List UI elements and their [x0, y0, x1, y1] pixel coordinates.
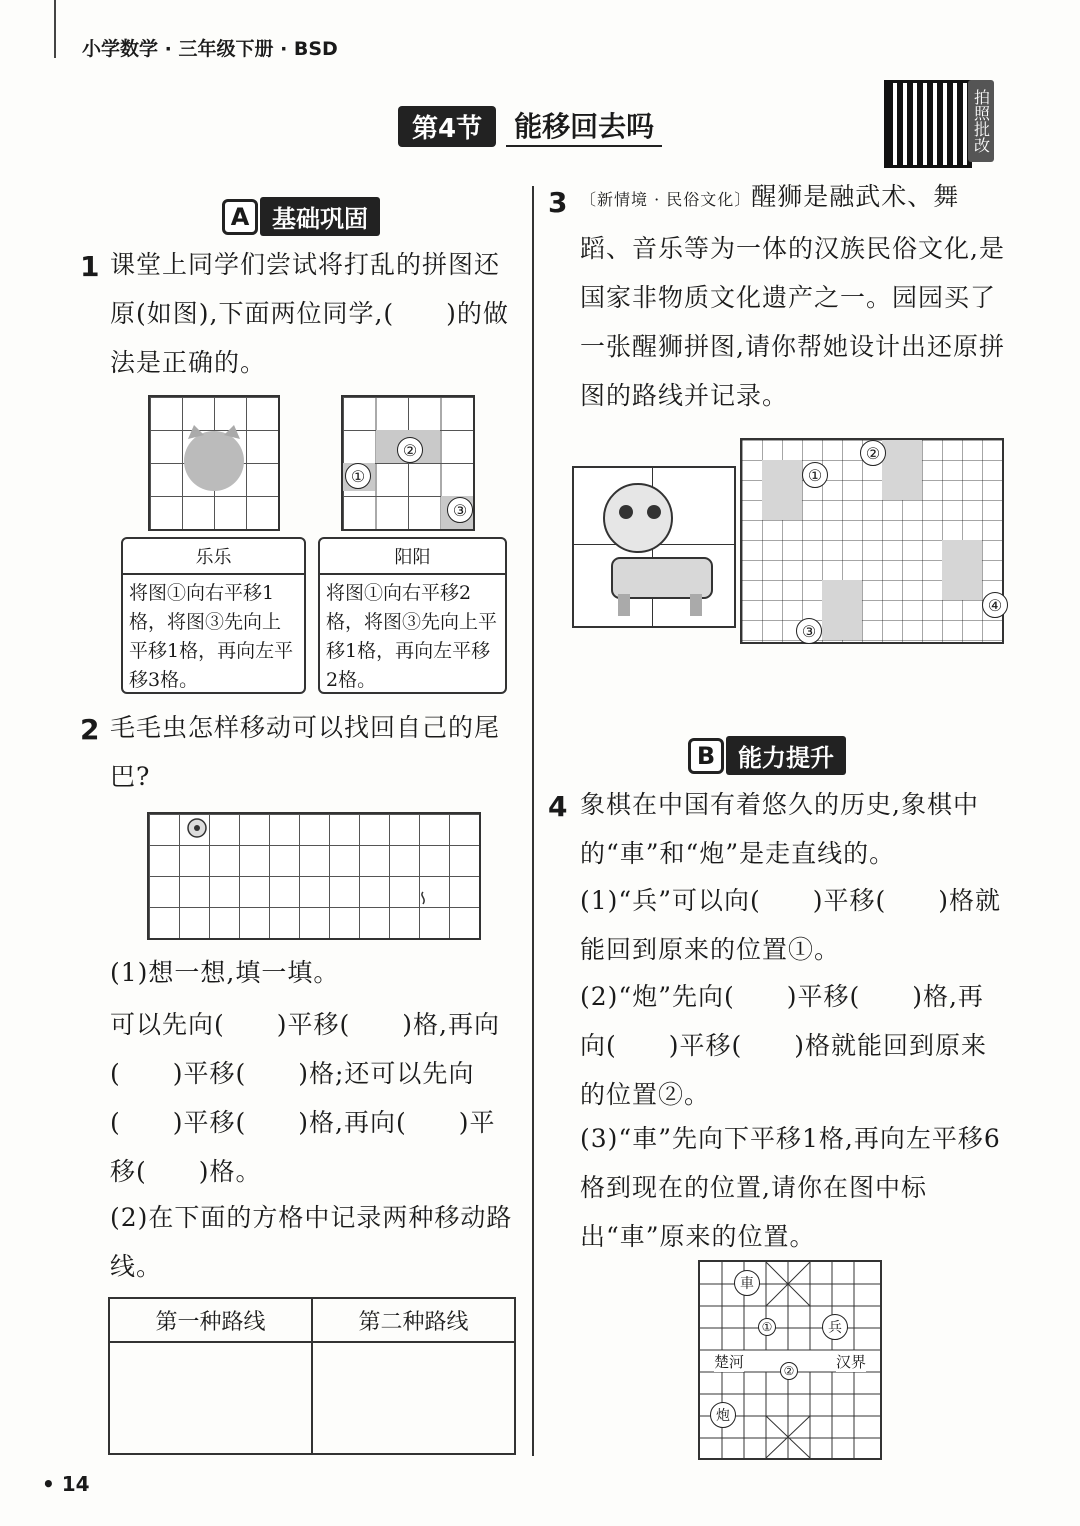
tail-icon [417, 890, 429, 906]
q2-caterpillar-grid [147, 812, 481, 940]
q3-lion-puzzle [572, 466, 736, 628]
page-corner-line [18, 0, 56, 58]
q3-mark-4: ④ [982, 592, 1008, 618]
river-left: 楚河 [714, 1353, 745, 1371]
q3-mark-3: ③ [796, 618, 822, 644]
q3-text [580, 172, 1005, 420]
q4-sub2: (2)“炮”先向( )平移( )格,再向( )平移( )格就能回到原来的位置②。 [580, 982, 988, 1109]
caterpillar-icon [185, 816, 209, 840]
route-header-2: 第二种路线 [312, 1298, 515, 1342]
q4-number: 4 [548, 790, 568, 823]
piece-pao: 炮 [710, 1402, 736, 1428]
board-mark-1: ① [758, 1318, 776, 1336]
page-number: • 14 [42, 1472, 90, 1496]
q3-mark-2: ② [860, 440, 886, 466]
q3-piece-3 [822, 580, 862, 640]
q1-mark-3: ③ [447, 497, 473, 523]
q3-body: 醒狮是融武术、舞蹈、音乐等为一体的汉族民俗文化,是国家非物质文化遗产之一。园园买了一张醒狮拼图,请你帮她设计出还原拼图的路线并记录。 [580, 182, 1005, 410]
q3-mark-1: ① [802, 462, 828, 488]
q1-number: 1 [80, 250, 100, 283]
card-body: 将图①向右平移1格，将图③先向上平移1格，再向左平移3格。 [129, 582, 294, 691]
card-body: 将图①向右平移2格，将图③先向上平移1格，再向左平移2格。 [326, 582, 498, 691]
q2-sub1-title: (1)想一想,填一填。 [110, 958, 340, 987]
q1-text: 课堂上同学们尝试将打乱的拼图还原(如图),下面两位同学,( )的做法是正确的。 [110, 250, 509, 377]
q4-sub3: (3)“車”先向下平移1格,再向左平移6格到现在的位置,请你在图中标出“車”原来的位置。 [580, 1124, 1001, 1251]
section-name: 能移回去吗 [506, 105, 662, 147]
q3-scrambled-grid [740, 438, 1004, 644]
q1-mark-2: ② [397, 437, 423, 463]
part-a-letter: A [222, 199, 258, 235]
q4-sub1: (1)“兵”可以向( )平移( )格就能回到原来的位置①。 [580, 886, 1001, 964]
q4-xiangqi-board [698, 1260, 882, 1460]
route-header-1: 第一种路线 [109, 1298, 312, 1342]
q4-text: 象棋在中国有着悠久的历史,象棋中的“車”和“炮”是走直线的。 [580, 790, 979, 868]
q3-piece-4 [942, 540, 982, 600]
q2-number: 2 [80, 713, 100, 746]
river-right: 汉界 [836, 1353, 867, 1371]
qr-code-icon[interactable] [884, 80, 972, 168]
part-b-label: 能力提升 [726, 736, 846, 775]
card-name: 阳阳 [320, 539, 505, 575]
q3-tag: 〔新情境 · 民俗文化〕 [580, 190, 752, 209]
q3-piece-1 [762, 460, 802, 520]
section-title [398, 104, 662, 148]
q1-grid-scrambled [341, 395, 475, 531]
q2-sub2: (2)在下面的方格中记录两种移动路线。 [110, 1203, 513, 1281]
piece-bing: 兵 [822, 1314, 848, 1340]
q2-text: 毛毛虫怎样移动可以找回自己的尾巴? [110, 713, 501, 791]
part-a-label: 基础巩固 [260, 197, 380, 236]
card-name: 乐乐 [123, 539, 304, 575]
q1-card-lele [121, 537, 306, 694]
board-mark-2: ② [780, 1362, 798, 1380]
q2-route-table [108, 1297, 516, 1455]
q2-sub1-body: 可以先向( )平移( )格,再向( )平移( )格;还可以先向( )平移( )格,再向( )平移( )格。 [110, 1010, 500, 1186]
qr-tag: 拍照批改 [968, 80, 994, 162]
q3-number: 3 [548, 186, 568, 219]
piece-che: 車 [734, 1270, 760, 1296]
q3-piece-2 [882, 440, 922, 500]
lion-dance-icon [582, 474, 726, 620]
column-divider [532, 186, 534, 1456]
q1-mark-1: ① [345, 463, 371, 489]
section-number: 第4节 [398, 106, 496, 147]
part-a-badge [222, 197, 380, 236]
route-cell-1[interactable] [109, 1342, 312, 1454]
cat-face-icon [150, 397, 278, 529]
book-header: 小学数学 · 三年级下册 · BSD [82, 38, 338, 60]
part-b-letter: B [688, 738, 724, 774]
q1-grid-original [148, 395, 280, 531]
route-cell-2[interactable] [312, 1342, 515, 1454]
q1-card-yangyang [318, 537, 507, 694]
part-b-badge [688, 736, 846, 775]
